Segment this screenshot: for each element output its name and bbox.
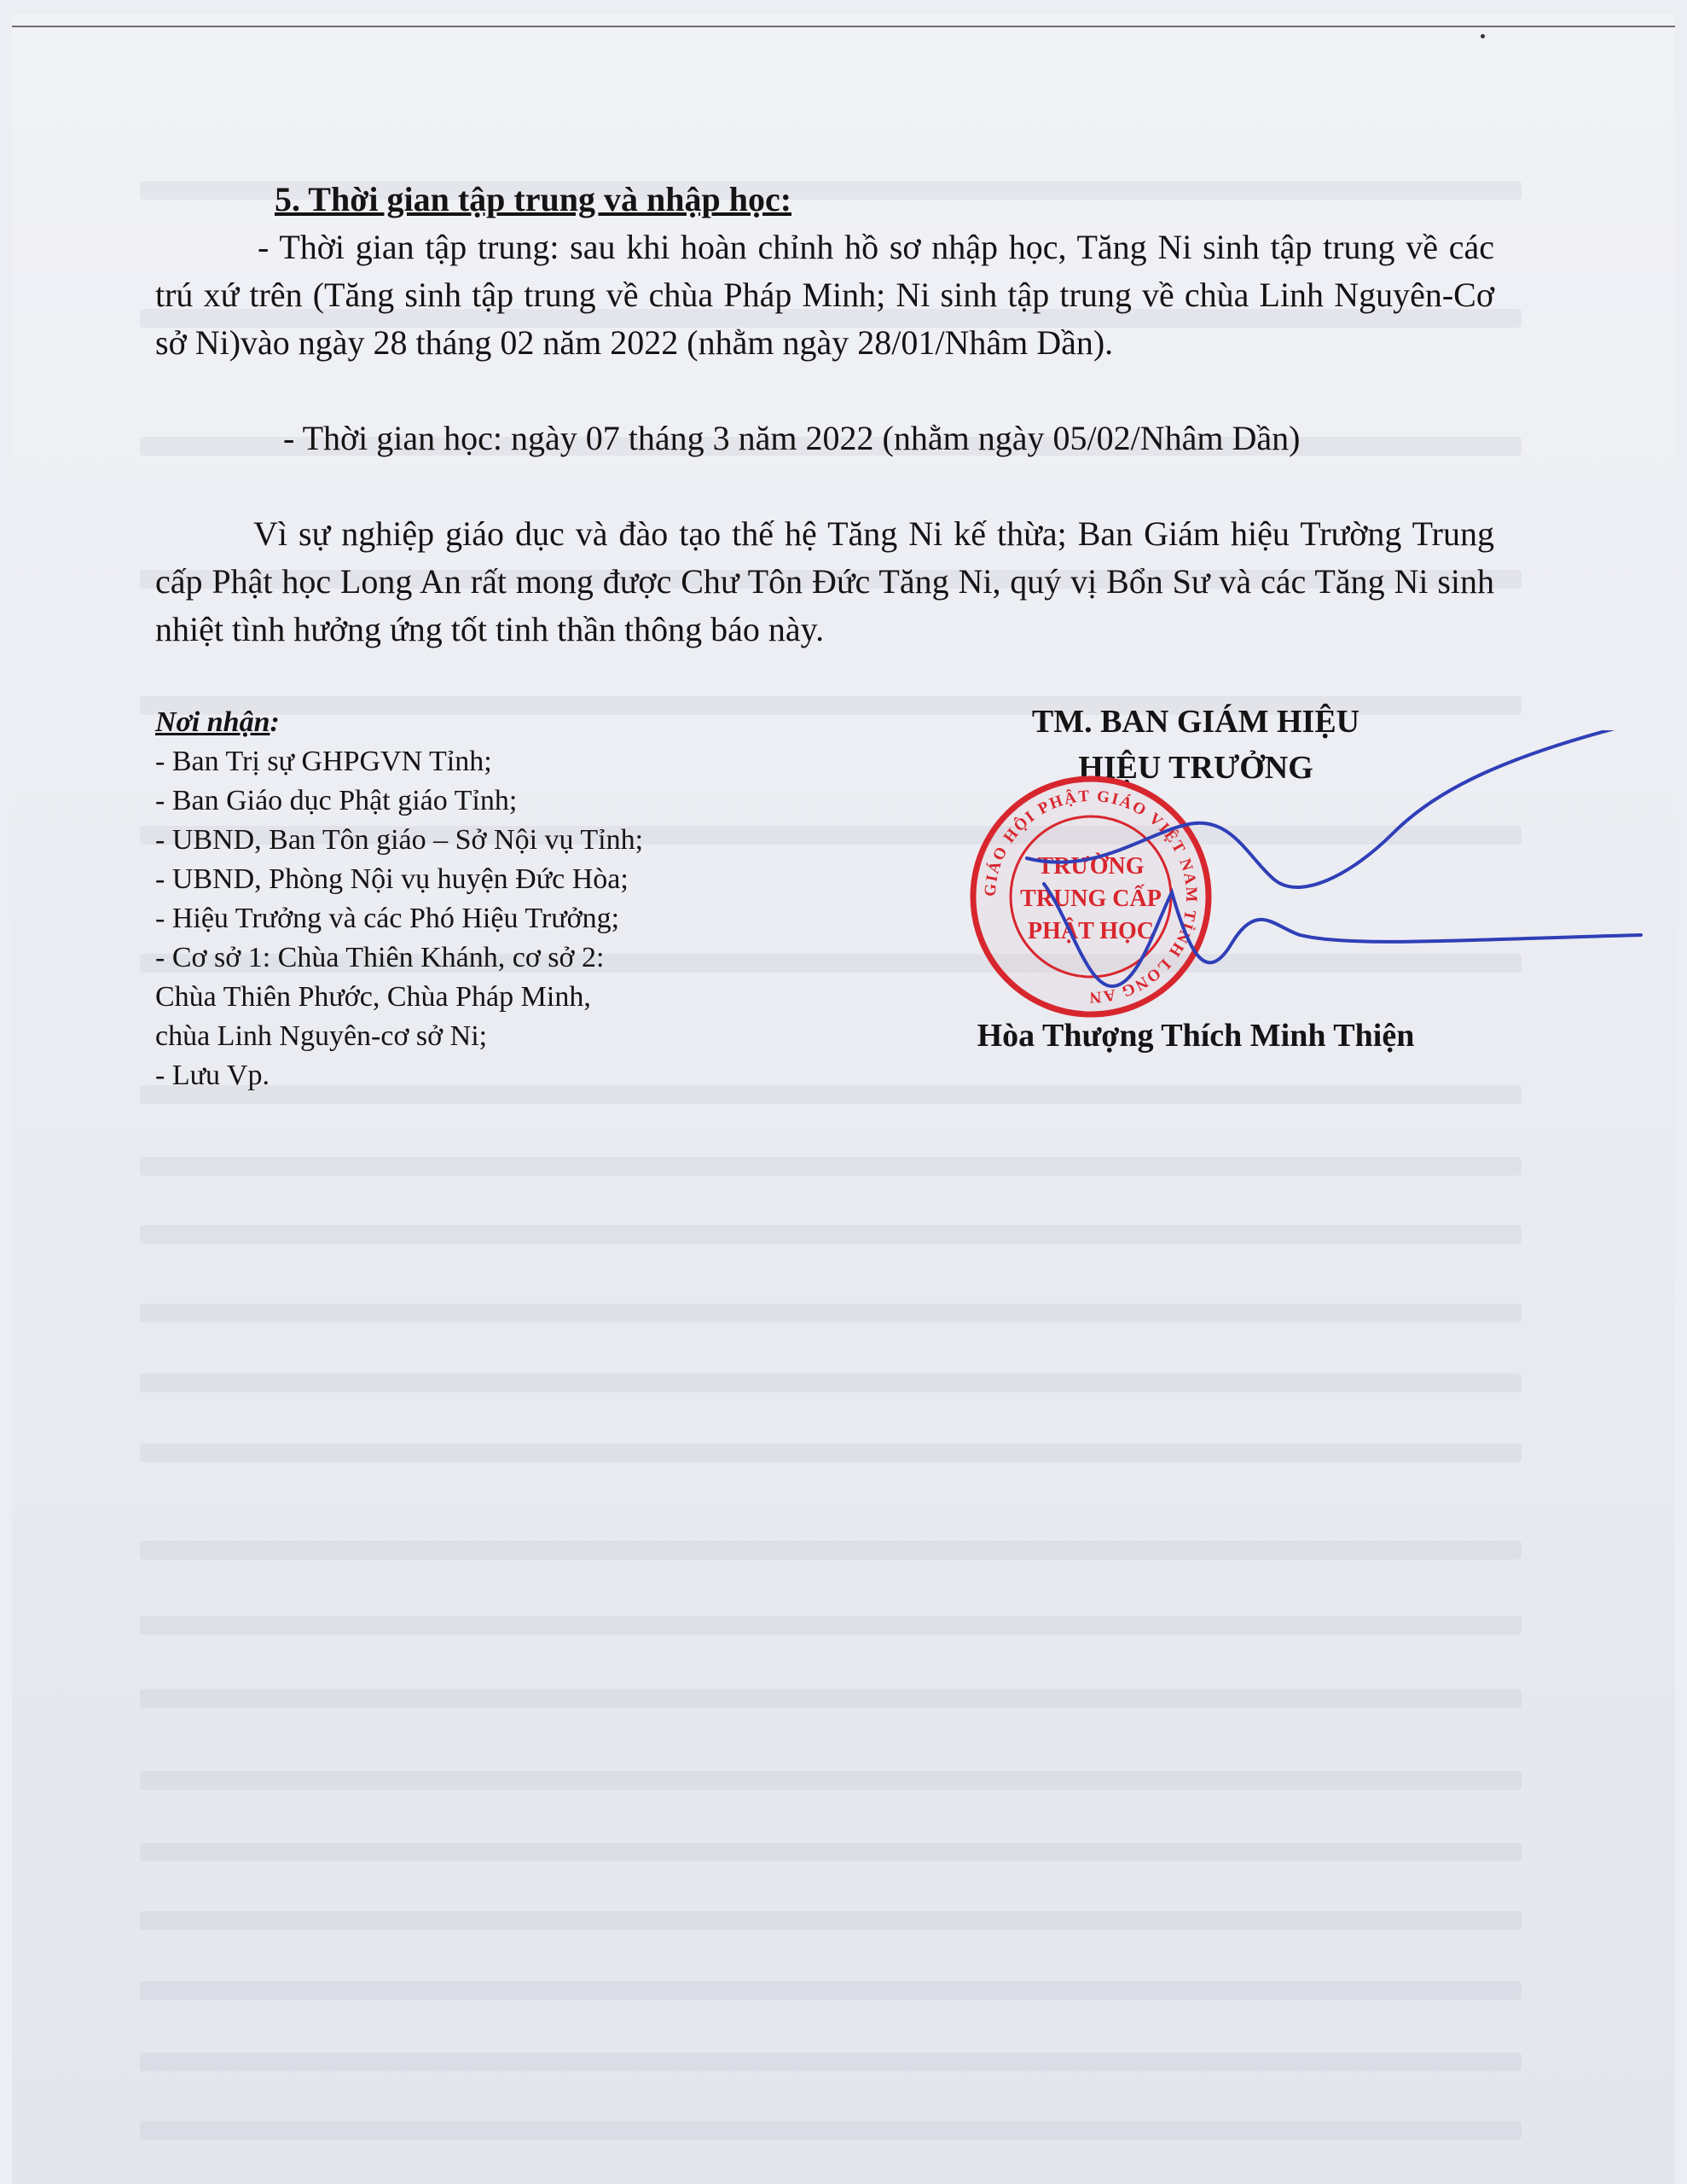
recipient-item: - UBND, Phòng Nội vụ huyện Đức Hòa;	[155, 863, 629, 895]
signature-role: HIỆU TRƯỞNG	[1078, 750, 1313, 786]
recipient-item: - Hiệu Trưởng và các Phó Hiệu Trưởng;	[155, 903, 620, 934]
recipient-item: - Lưu Vp.	[155, 1060, 270, 1091]
seal-center-text: PHẬT HỌC	[1027, 918, 1155, 944]
seal-center-text: TRUNG CẤP	[1020, 886, 1162, 912]
top-rule	[12, 26, 1675, 27]
signature-title: TM. BAN GIÁM HIỆU	[1031, 704, 1360, 740]
handwritten-signature	[993, 730, 1658, 1037]
recipient-item: - Ban Trị sự GHPGVN Tỉnh;	[155, 746, 492, 777]
section-heading: 5. Thời gian tập trung và nhập học:	[275, 180, 792, 218]
recipients-list	[155, 703, 769, 1095]
recipient-item: - UBND, Ban Tôn giáo – Sở Nội vụ Tỉnh;	[155, 824, 644, 856]
signer-name: Hòa Thượng Thích Minh Thiện	[977, 1018, 1415, 1054]
paragraph-appeal: Vì sự nghiệp giáo dục và đào tạo thế hệ Tăng Ni kế thừa; Ban Giám hiệu Trường Trung cấp Phật học Long An rất mong được Chư Tôn Đức Tăng Ni, quý vị Bổn Sư và các Tăng Ni sinh nhiệt tình hưởng ứng tốt tinh thần thông báo này.	[155, 514, 1494, 648]
paragraph-study-time: - Thời gian học: ngày 07 tháng 3 năm 2022 (nhằm ngày 05/02/Nhâm Dần)	[283, 419, 1301, 457]
recipients-title: Nơi nhận:	[155, 706, 280, 738]
paragraph-gathering-time: - Thời gian tập trung: sau khi hoàn chỉnh hồ sơ nhập học, Tăng Ni sinh tập trung về các trú xứ trên (Tăng sinh tập trung về chùa Pháp Minh; Ni sinh tập trung về chùa Linh Nguyên-Cơ sở Ni)vào ngày 28 tháng 02 năm 2022 (nhằm ngày 28/01/Nhâm Dần).	[155, 228, 1494, 362]
seal-center-text: TRƯỜNG	[1037, 853, 1145, 880]
scan-speck	[1481, 34, 1485, 38]
recipient-item: - Cơ sở 1: Chùa Thiên Khánh, cơ sở 2: Chùa Thiên Phước, Chùa Pháp Minh, chùa Linh Nguyên-cơ sở Ni;	[155, 942, 605, 1052]
recipient-item: - Ban Giáo dục Phật giáo Tỉnh;	[155, 785, 518, 816]
scanned-page	[12, 14, 1675, 2184]
seal-ring-text: GIÁO HỘI PHẬT GIÁO VIỆT NAM TỈNH LONG AN	[981, 787, 1201, 1007]
